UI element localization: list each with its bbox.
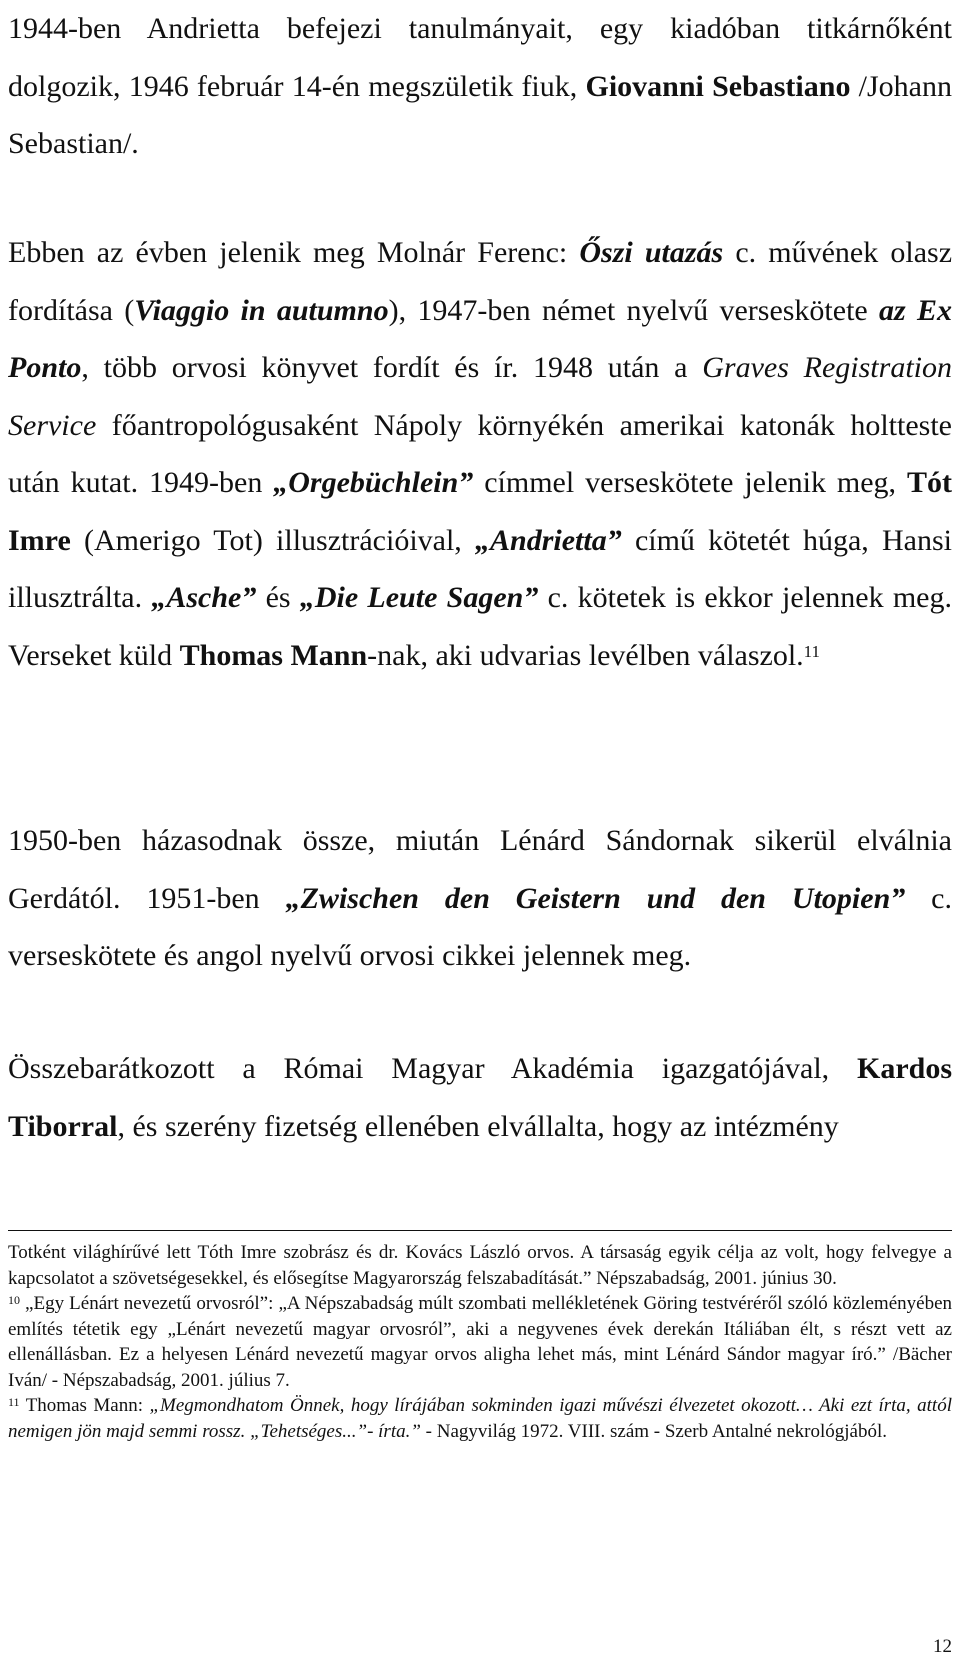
text-run: c. verseskötete és angol nyelvű orvosi cikkei jelennek meg.	[8, 881, 952, 972]
text-run: /Johann Sebastian/.	[8, 69, 952, 160]
paragraph-3	[8, 812, 952, 985]
title-zwischen-den-geistern: „Zwischen den Geistern und den Utopien”	[285, 881, 906, 915]
text-run: -nak, aki udvarias levélben válaszol.	[367, 638, 804, 672]
text-run: főantropológusaként Nápoly környékén amerikai katonák holtteste után kutat. 1949-ben	[8, 408, 952, 499]
text-run: c. kötetek is ekkor jelennek meg. Verseket küld	[8, 581, 952, 672]
title-andrietta: „Andrietta”	[475, 523, 622, 557]
text-run: 1944-ben Andrietta befejezi tanulmányait, egy kiadóban titkárnőként dolgozik, 1946 február 14-én megszületik fiuk,	[8, 12, 952, 103]
text-run: Ebben az évben jelenik meg Molnár Ferenc:	[8, 236, 580, 269]
title-asche: „Asche”	[151, 581, 257, 614]
title-die-leute-sagen: „Die Leute Sagen”	[299, 581, 539, 614]
text-run: ), 1947-ben német nyelvű verseskötete	[388, 293, 880, 327]
title-orgebuchlein: „Orgebüchlein”	[273, 466, 474, 499]
name-thomas-mann: Thomas Mann	[179, 638, 368, 672]
footnote-divider	[8, 1230, 952, 1231]
name-kardos-tiborral: Kardos Tiborral	[8, 1052, 952, 1143]
footnote-ref-11[interactable]: 11	[803, 641, 821, 661]
footnote-10-text: „Egy Lénárt nevezetű orvosról”: „A Népszabadság múlt szombati mellékletének Göring testvéréről szóló közleményében említés tétetik egy „Lénárt nevezetű magyar orvosról”, aki a negyvenes évek derekán Itáliában élt, s részt vett az ellenállásban. Ez a helyesen Lénárd nevezetű magyar orvos aligha lehet más, mint Lénárd Sándor magyar író.” /Bächer Iván/ - Népszabadság, 2001. július 7.	[8, 1293, 952, 1391]
title-ex-ponto: az Ex Ponto	[8, 293, 952, 384]
paragraph-1	[8, 0, 952, 173]
footnote-11-source: - Nagyvilág 1972. VIII. szám - Szerb Antalné nekrológjából.	[420, 1420, 888, 1442]
footnote-11	[8, 1393, 952, 1444]
text-run: 1950-ben házasodnak össze, miután Lénárd Sándornak sikerül elválnia Gerdától. 1951-ben	[8, 824, 952, 915]
footnote-number-11: 11	[8, 1395, 20, 1409]
paragraph-2	[8, 224, 952, 684]
text-run: c. művének olasz fordítása (	[8, 236, 953, 327]
page-number: 12	[933, 1636, 952, 1657]
paragraph-4	[8, 1040, 952, 1155]
name-tot-imre: Tót Imre	[8, 466, 952, 557]
text-run: , és szerény fizetség ellenében elvállalta, hogy az intézmény	[117, 1109, 839, 1143]
text-run: című kötetét húga, Hansi illusztrálta.	[8, 523, 952, 614]
footnote-continuation: Totként világhírűvé lett Tóth Imre szobrász és dr. Kovács László orvos. A társaság egyik célja az volt, hogy felvegye a kapcsolatot a szövetségesekkel, és elősegítse Magyarország felszabadítását.” Népszabadság, 2001. június 30.	[8, 1242, 952, 1289]
footnote-number-10: 10	[8, 1293, 20, 1307]
footnote-11-text: Thomas Mann:	[19, 1395, 150, 1416]
footnote-11-quote: „Megmondhatom Önnek, hogy lírájában sokminden igazi művészi élvezetet okozott… Aki ezt írta, attól nemigen jön majd semmi rossz. „Tehetséges...”- írta.”	[8, 1395, 952, 1442]
footnote-10	[8, 1291, 952, 1393]
text-run: , több orvosi könyvet fordít és ír. 1948 után a	[81, 351, 703, 384]
text-run: és	[256, 581, 300, 614]
name-giovanni-sebastiano: Giovanni Sebastiano	[585, 69, 851, 103]
graves-registration-service: Graves Registration Service	[8, 351, 952, 442]
title-oszi-utazas: Őszi utazás	[579, 236, 724, 269]
footnotes-section	[8, 1240, 952, 1444]
title-viaggio-in-autumno: Viaggio in autumno	[134, 293, 389, 327]
text-run: (Amerigo Tot) illusztrációival,	[70, 523, 476, 557]
text-run: Összebarátkozott a Római Magyar Akadémia igazgatójával,	[8, 1052, 857, 1085]
text-run: címmel verseskötete jelenik meg,	[473, 466, 907, 499]
